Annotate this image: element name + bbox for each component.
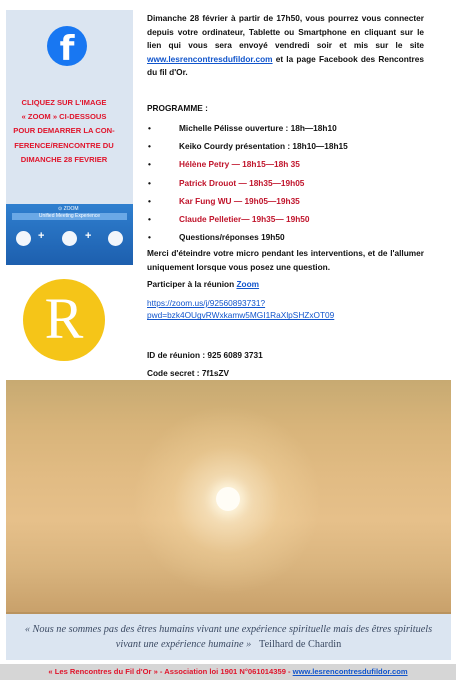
sun <box>216 487 240 511</box>
zoom-logo: ⊙ ZOOM <box>58 206 79 212</box>
intro-paragraph <box>147 12 424 80</box>
zoom-banner-title: Unified Meeting Experience <box>12 213 127 220</box>
quote <box>16 622 441 652</box>
footer <box>0 664 456 680</box>
zoom-url-line2[interactable]: pwd=bzk4OUgvRWxkamw5MGI1RaXlpSHZxOT09 <box>147 310 335 321</box>
plus-icon: + <box>38 230 45 242</box>
video-icon <box>62 231 77 246</box>
zoom-url[interactable] <box>147 297 424 322</box>
sunset-photo <box>6 380 451 614</box>
programme-item: • Kar Fung WU — 19h05—19h35 <box>147 192 424 210</box>
site-link[interactable]: www.lesrencontresdufildor.com <box>147 53 273 64</box>
programme-item: • Hélène Petry — 18h15—18h 35 <box>147 155 424 173</box>
programme-list <box>147 119 424 246</box>
zoom-instruction: CLIQUEZ SUR L'IMAGE « ZOOM » CI-DESSOUS POUR DEMARRER LA CON- FERENCE/RENCONTRE DU DIMANCHE 28 FEVRIER <box>13 98 115 164</box>
meeting-room-icon <box>16 231 31 246</box>
quote-text: « Nous ne sommes pas des êtres humains vivant une expérience spirituelle mais des êtres spirituels vivant une expérience humaine » <box>24 624 433 650</box>
facebook-icon[interactable]: f <box>47 26 87 66</box>
programme-item: • Questions/réponses 19h50 <box>147 228 424 246</box>
plus-icon: + <box>85 230 92 242</box>
programme-item: • Patrick Drouot — 18h35—19h05 <box>147 174 424 192</box>
quote-author: Teilhard de Chardin <box>259 639 342 650</box>
programme-item: • Michelle Pélisse ouverture : 18h—18h10 <box>147 119 424 137</box>
join-label: Participer à la réunion <box>147 279 237 290</box>
phone-icon <box>108 231 123 246</box>
zoom-url-line1[interactable]: https://zoom.us/j/92560893731? <box>147 297 266 308</box>
programme-item: • Claude Pelletier— 19h35— 19h50 <box>147 210 424 228</box>
main-content <box>147 12 424 322</box>
rencontres-logo <box>23 279 105 361</box>
footer-text: « Les Rencontres du Fil d'Or » - Association loi 1901 N°061014359 - <box>48 667 293 676</box>
secret-code: Code secret : 7f1sZV <box>147 368 230 378</box>
footer-site-link[interactable]: www.lesrencontresdufildor.com <box>292 667 408 676</box>
join-meeting <box>147 278 424 292</box>
intro-text-end: et la page Facebook des Rencontres du fil d'Or. <box>147 53 424 77</box>
zoom-link[interactable]: Zoom <box>236 279 260 290</box>
logo-letter: R <box>44 286 84 351</box>
programme-item: • Keiko Courdy présentation : 18h10—18h15 <box>147 137 424 155</box>
meeting-id: ID de réunion : 925 6089 3731 <box>147 350 263 360</box>
microphone-note: Merci d'éteindre votre micro pendant les interventions, et de l'allumer uniquement lorsque vous posez une question. <box>147 248 424 272</box>
quote-box <box>6 614 451 660</box>
programme-title: PROGRAMME : <box>147 102 208 113</box>
intro-text: Dimanche 28 février à partir de 17h50, vous pourrez vous connecter depuis votre ordinateur, Tablette ou Smartphone en cliquant sur le lien qui vous sera envoyé vendredi soir et mis sur le site <box>147 13 424 50</box>
zoom-banner-image[interactable] <box>6 204 133 265</box>
